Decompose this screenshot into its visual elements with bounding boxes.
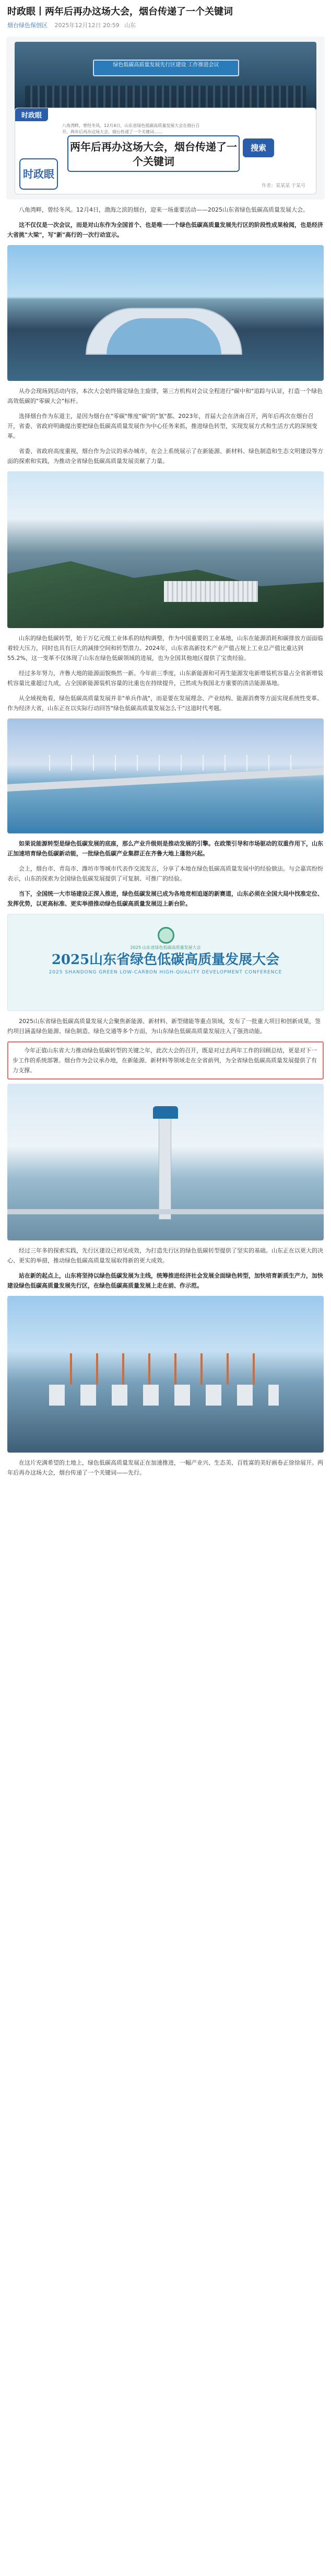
- column-tag: 时政眼: [15, 108, 48, 121]
- paragraph: 2025山东省绿色低碳高质量发展大会聚焦新能源、新材料、新型储能等重点领域，发布了一批重大项目和创新成果，签约项目涵盖绿色能源、绿色制造、绿色交通等多个方面，为山东绿色低碳高质量发展注入了强劲动能。: [7, 1018, 321, 1035]
- cover-image: [6, 37, 325, 200]
- conference-logo-icon: [158, 927, 174, 944]
- pier: [7, 1209, 324, 1214]
- coastline-photo: [7, 471, 324, 628]
- conference-title-graphic: [7, 914, 324, 1011]
- paragraph: 经过三年多的探索实践，先行区建设已初见成效，为打造先行区的绿色低碳转型提供了坚实的基础。山东正在以更大的决心、更实的举措，推动绿色低碳高质量发展取得新的更大成效。: [7, 1247, 323, 1264]
- paragraph: 站在新的起点上，山东将坚持以绿色低碳发展为主线，统筹推进经济社会发展全面绿色转型，加快培育新质生产力，加快建设绿色低碳高质量发展先行区，在绿色低碳高质量发展上走在前、作示范。: [7, 1272, 323, 1289]
- conference-subtitle: 2025 SHANDONG GREEN LOW-CARBON HIGH-QUALITY DEVELOPMENT CONFERENCE: [49, 970, 282, 975]
- cover-card: [15, 108, 316, 194]
- paragraph: 山东的绿色低碳转型，始于万亿元级工业体系的结构调整，作为中国重要的工业基地，山东在能源消耗和碳排放方面面临着较大压力，同时也具有巨大的减排空间和转型潜力。2024年，山东省高新技术产业产值占规上工业总产值比重达到55.2%，这一变革不仅体现了山东在绿色低碳领域的进展，也为全国其他地区提供了宝贵经验。: [7, 635, 323, 662]
- paragraph: 八角湾畔，曾经冬风。12月4日，渤海之滨的烟台，迎来一场重要活动——2025山东省绿色低碳高质量发展大会。: [19, 206, 309, 213]
- cover-blurb: 八角湾畔，曾经冬风。12月4日，山东省绿色低碳高质量发展大会在烟台召开。两年后再办这场大会，烟台传递了一个关键词……: [62, 123, 200, 134]
- article-body: [0, 205, 331, 1478]
- conference-center-photo: [7, 245, 324, 381]
- container-ships: [49, 1385, 279, 1406]
- conference-title: 2025山东省绿色低碳高质量发展大会: [51, 952, 280, 968]
- paragraph: 省委、省政府高度重视，烟台作为会议的承办城市，在会上系统展示了在新能源、新材料、绿色制造和生态文明建设等方面的探索和实践，为推动全省绿色低碳高质量发展贡献了力量。: [7, 448, 323, 465]
- highlighted-paragraph: [7, 1041, 324, 1080]
- sea-bridge-photo: [7, 718, 324, 833]
- sea-bridge: [7, 768, 324, 792]
- port-cranes: [70, 1353, 268, 1385]
- cover-author: 作者：某某某 于某号: [262, 183, 305, 189]
- paragraph: 在这片充满希望的土地上，绿色低碳高质量发展正在加速推进，一幅产业兴、生态美、百姓富的美好画卷正徐徐展开。两年后再办这场大会，烟台传递了一个关键词——先行。: [7, 1459, 323, 1476]
- paragraph: 选择烟台作为东道主，是因为烟台在"零碳"维度"碳"的"氢"都。2023年，首届大会在济南召开，两年后再次在烟台召开，省委、省政府明确提出要把绿色低碳高质量发展作为中心任务来抓，推进绿色转型，实现发展方式和生活方式的深刻变革。: [7, 413, 317, 439]
- article-title: 时政眼丨两年后再办这场大会，烟台传递了一个关键词: [7, 6, 233, 17]
- paragraph: 当下，全国统一大市场建设正深入推进，绿色低碳发展已成为各地竞相追逐的新赛道，山东必须在全国大局中找准定位、发挥优势，以更高标准、更实举措推动绿色低碳高质量发展迈上新台阶。: [7, 890, 323, 907]
- audience-rows: [25, 86, 306, 111]
- publish-location: 山东: [124, 22, 136, 29]
- meeting-photo: [15, 42, 316, 115]
- paragraph: 这不仅仅是一次会议，而是对山东作为全国首个、也是唯一一个绿色低碳高质量发展先行区的阶段性成果检阅，也是经济大省挑"大梁"，写"新"高行的一次行动宣示。: [7, 222, 323, 238]
- article-header: [0, 0, 331, 33]
- meeting-banner: 绿色低碳高质量发展先行区建设 工作推进会议: [93, 60, 239, 76]
- conference-small-title: 2025 山东省绿色低碳高质量发展大会: [130, 945, 201, 950]
- tower-top: [153, 1106, 178, 1119]
- paragraph: 如果说能源转型是绿色低碳发展的底座，那么产业升级则是推动发展的引擎。在政策引导和市场驱动的双重作用下，山东正加速培育绿色低碳新动能，一批绿色低碳产业集群正在齐鲁大地上蓬勃兴起。: [7, 840, 323, 857]
- port-photo: [7, 1296, 324, 1453]
- paragraph: 从全域视角看，绿色低碳高质量发展并非"单兵作战"，而是要在发展理念、产业结构、能源消费等方面实现系统性变革。作为经济大省，山东正在以实际行动回答"绿色低碳高质量发展怎么干"这道时代考题。: [7, 695, 323, 712]
- article-meta: [7, 21, 324, 29]
- cover-headline: 两年后再办这场大会，烟台传递了一个关键词: [67, 135, 240, 172]
- paragraph: 经过多年努力，齐鲁大地的能源面貌焕然一新。今年前三季度，山东新能源和可再生能源发电新增装机容量占全省新增装机容量比重超过九成，占全国新能源装机容量的比重也在持续提升，已然成为我国北方重要的清洁能源基地。: [7, 670, 323, 687]
- paragraph: 从办会现场到活动内容，本次大会始终锚定绿色主旋律，第三方机构对会议全程进行"碳中和"追踪与认证，打造一个绿色高效低碳的"零碳大会"标杆。: [7, 388, 323, 404]
- paragraph: 今年正值山东省大力推动绿色低碳转型的关键之年，此次大会的召开，既是对过去两年工作的回顾总结，更是对下一步工作的系统部署。烟台作为会议承办地，在新能源、新材料等领域走在全省前列，为全省绿色低碳高质量发展提供了有力支撑。: [13, 1047, 317, 1074]
- eye-logo-icon: 时政眼: [19, 158, 58, 190]
- paragraph: 会上，烟台市、青岛市、潍坊市等城市代表作交流发言，分享了本地在绿色低碳高质量发展中的经验做法。与会嘉宾纷纷表示，山东的探索为全国绿色低碳发展提供了可复制、可推广的经验。: [7, 865, 323, 882]
- dome-roof: [107, 318, 221, 355]
- search-button[interactable]: 搜索: [243, 138, 274, 157]
- publish-date: 2025年12月12日 20:59: [54, 22, 120, 29]
- observation-tower-photo: [7, 1084, 324, 1240]
- source-link[interactable]: 烟台绿色保创区: [7, 22, 48, 29]
- tower: [159, 1115, 171, 1220]
- wind-turbines: [28, 755, 300, 771]
- coastal-town: [164, 581, 258, 602]
